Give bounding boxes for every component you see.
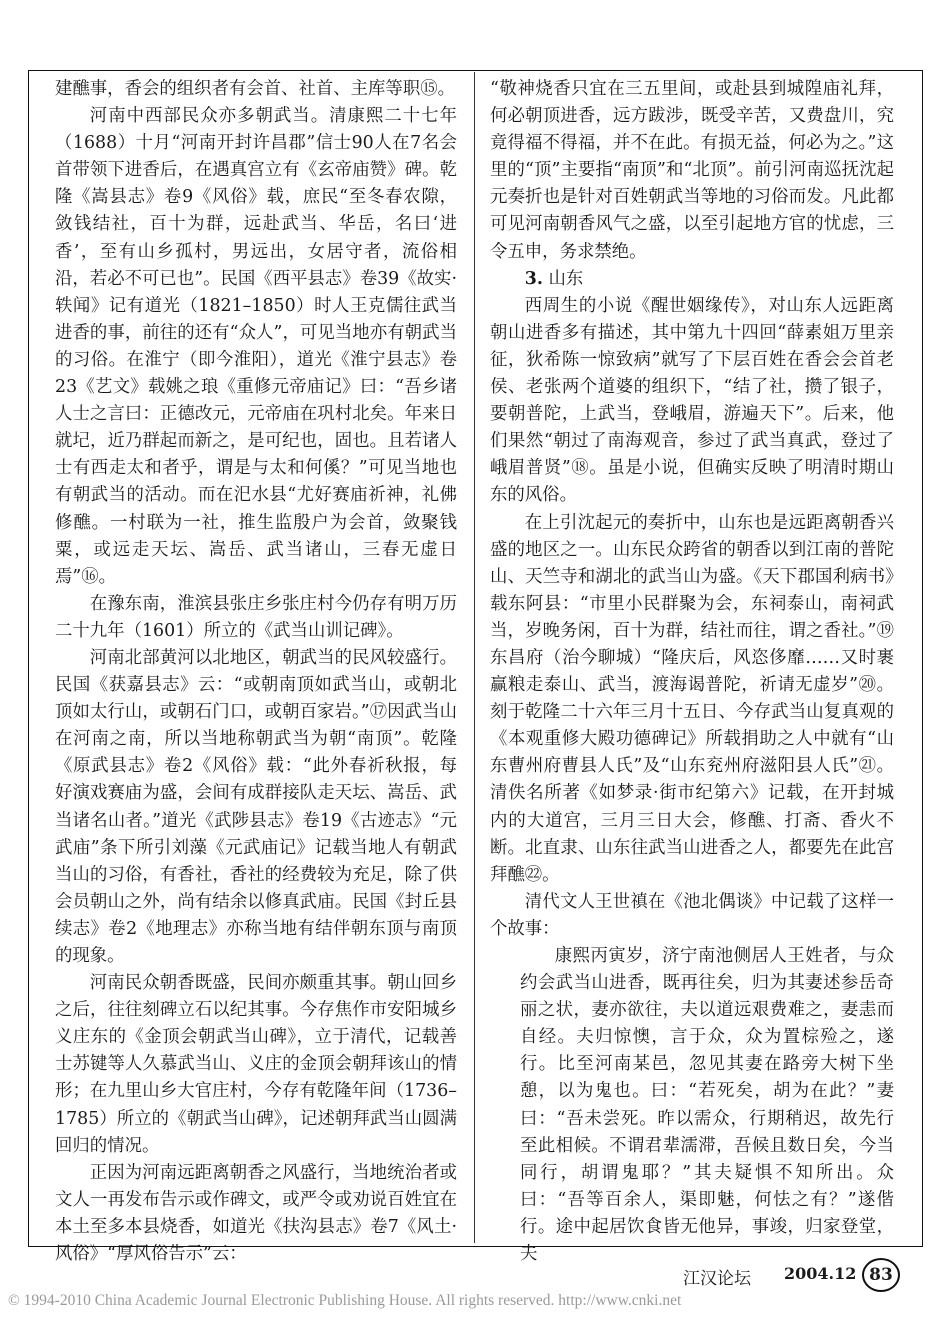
section-title: 山东: [548, 268, 584, 289]
section-heading: [490, 266, 894, 293]
paragraph: 西周生的小说《醒世姻缘传》，对山东人远距离朝山进香多有描述，其中第九十四回“薛素姐万里亲征，狄希陈一惊致病”就写了下层百姓在香会会首老侯、老张两个道婆的组织下，“结了社，攒了银子，要朝普陀，上武当，登峨眉，游遍天下”。后来，他们果然“朝过了南海观音，参过了武当真武，登过了峨眉普贤”⑱。虽是小说，但确实反映了明清时期山东的风俗。: [490, 295, 894, 506]
section-number: 3.: [524, 268, 543, 289]
copyright-notice: © 1994-2010 China Academic Journal Electronic Publishing House. All rights reserved. http://www.cnki.net: [8, 1292, 682, 1309]
paragraph: “敬神烧香只宜在三五里间，或赴县到城隍庙礼拜，何必朝顶进香，远方跋涉，既受辛苦，又费盘川，究竟得福不得福，并不在此。有损无益，何必为之。”这里的“顶”主要指“南顶”和“北顶”。前引河南巡抚沈起元奏折也是针对百姓朝武当等地的习俗而发。凡此都可见河南朝香风气之盛，以至引起地方官的忧虑，三令五申，务求禁绝。: [490, 79, 894, 262]
paragraph: 在上引沈起元的奏折中，山东也是远距离朝香兴盛的地区之一。山东民众跨省的朝香以到江南的普陀山、天竺寺和湖北的武当山为盛。《天下郡国利病书》载东阿县：“市里小民群聚为会，东祠泰山，南祠武当，岁晚务闲，百十为群，结社而往，谓之香社。”⑲东昌府（治今聊城）“隆庆后，风恣侈靡……又时裹赢粮走泰山、武当，渡海谒普陀，祈请无虚岁”⑳。刻于乾隆二十六年三月十五日、今存武当山复真观的《本观重修大殿功德碑记》所载捐助之人中就有“山东曹州府曹县人氏”及“山东兖州府滋阳县人氏”㉑。清佚名所著《如梦录·街市纪第六》记载，在开封城内的大道宫，三月三日大会，修醮、打斋、香火不断。北直隶、山东往武当山进香之人，都要先在此宫拜醮㉒。: [490, 512, 894, 885]
paragraph: 河南民众朝香既盛，民间亦颇重其事。朝山回乡之后，往往刻碑立石以纪其事。今存焦作市安阳城乡义庄东的《金顶会朝武当山碑》，立于清代，记载善士苏键等人久慕武当山、义庄的金顶会朝拜该山的情形；在九里山乡大官庄村，今存有乾隆年间（1736–1785）所立的《朝武当山碑》，记述朝拜武当山圆满回归的情况。: [55, 973, 457, 1156]
column-divider: [474, 72, 475, 1243]
paragraph: 康熙丙寅岁，济宁南池侧居人王姓者，与众约会武当山进香，既再往矣，归为其妻述参岳奇丽之状，妻亦欲往，夫以道远艰费难之，妻恚而自经。夫归惊懊，言于众，众为置棕殓之，遂行。比至河南某邑，忽见其妻在路旁大树下坐憩，以为鬼也。曰：“若死矣，胡为在此？”妻曰：“吾未尝死。昨以需众，行期稍迟，故先行至此相候。不谓君辈濡滞，吾候且数日矣，今当同行，胡谓鬼耶？”其夫疑惧不知所出。众曰：“吾等百余人，渠即魅，何怯之有？”遂偕行。途中起居饮食皆无他异，事竣，归家登堂，夫: [520, 946, 894, 1265]
page-number: 83: [862, 1258, 900, 1292]
paragraph: 河南中西部民众亦多朝武当。清康熙二十七年（1688）十月“河南开封许昌郡”信士90人在7名会首带领下进香后，在遇真宫立有《玄帝庙赞》碑。乾隆《嵩县志》卷9《风俗》载，庶民“至冬春农隙，敛钱结社，百十为群，远赴武当、华岳，名曰‘进香’，至有山乡孤村，男远出，女居守者，流俗相沿，若必不可已也”。民国《西平县志》卷39《故实·轶闻》记有道光（1821–1850）时人王克儒往武当进香的事，前往的还有“众人”，可见当地亦有朝武当的习俗。在淮宁（即今淮阳），道光《淮宁县志》卷23《艺文》载姚之琅《重修元帝庙记》曰：“吾乡诸人士之言曰：正德改元，元帝庙在巩村北矣。年来日就圮，近乃群起而新之，是可纪也，固也。且若诸人士有西走太和者乎，谓是与太和何傒？”可见当地也有朝武当的活动。而在汜水县“尤好赛庙祈神，礼佛修醮。一村联为一社，推生监殷户为会首，敛聚钱粟，或远走天坛、嵩岳、武当诸山，三春无虚日焉”⑯。: [55, 106, 457, 587]
paragraph: 建醮事，香会的组织者有会首、社首、主库等职⑮。: [55, 79, 455, 99]
issue-number: 2004.12: [784, 1264, 857, 1283]
left-column: [55, 76, 457, 1268]
paragraph: 清代文人王世禛在《池北偶谈》中记载了这样一个故事：: [490, 891, 894, 939]
right-column: [490, 76, 894, 1268]
paragraph: 在豫东南，淮滨县张庄乡张庄村今仍存有明万历二十九年（1601）所立的《武当山训记碑》。: [55, 593, 457, 641]
journal-name: 江汉论坛: [683, 1269, 751, 1289]
paragraph: 河南北部黄河以北地区，朝武当的民风较盛行。民国《获嘉县志》云：“或朝南顶如武当山，或朝北顶如太行山，或朝石门口，或朝百家岩。”⑰因武当山在河南之南，所以当地称朝武当为朝“南顶”。乾隆《原武县志》卷2《风俗》载：“此外春祈秋报，每好演戏赛庙为盛，会间有成群接队走天坛、嵩岳、武当诸名山者。”道光《武陟县志》卷19《古迹志》“元武庙”条下所引刘藻《元武庙记》记载当地人有朝武当山的习俗，有香社，香社的经费较为充足，除了供会员朝山之外，尚有结余以修真武庙。民国《封丘县续志》卷2《地理志》亦称当地有结伴朝东顶与南顶的现象。: [55, 647, 457, 966]
paragraph: 正因为河南远距离朝香之风盛行，当地统治者或文人一再发布告示或作碑文，或严令或劝说百姓宜在本土至多本县烧香，如道光《扶沟县志》卷7《风土·风俗》“厚风俗告示”云：: [55, 1162, 457, 1265]
